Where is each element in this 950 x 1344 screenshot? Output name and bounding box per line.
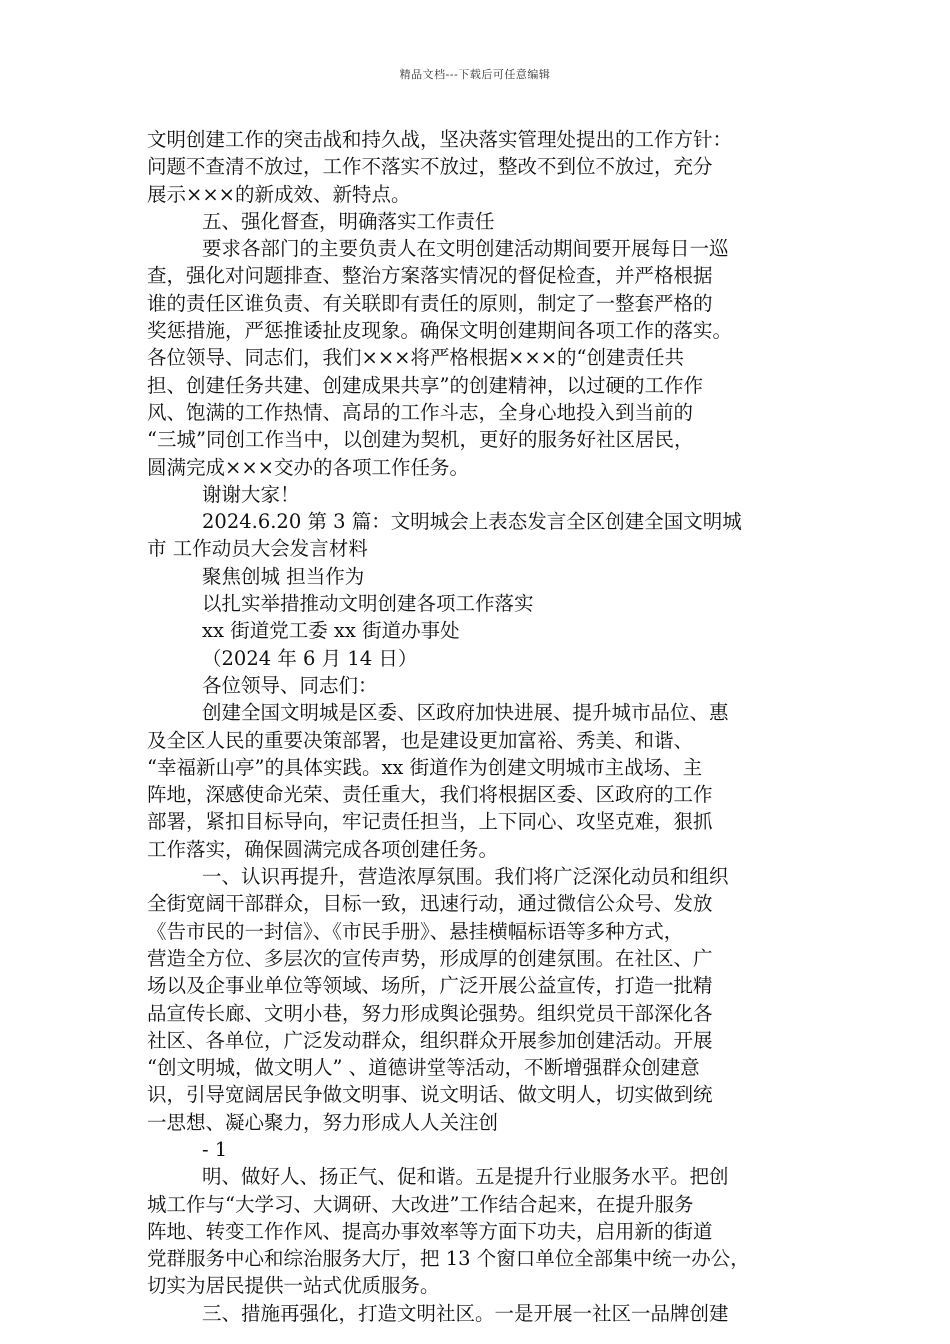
text-line: 要求各部门的主要负责人在文明创建活动期间要开展每日一巡 [202, 237, 729, 261]
text-line: 阵地，深感使命光荣、责任重大，我们将根据区委、区政府的工作 [147, 783, 713, 807]
text-line: 以扎实举措推动文明创建各项工作落实 [202, 592, 534, 616]
text-line: 一思想、凝心聚力，努力形成人人关注创 [147, 1110, 499, 1134]
text-line: 奖惩措施，严惩推诿扯皮现象。确保文明创建期间各项工作的落实。 [147, 319, 733, 343]
text-line: 社区、各单位，广泛发动群众，组织群众开展参加创建活动。开展 [147, 1028, 713, 1052]
text-line: 切实为居民提供一站式优质服务。 [147, 1274, 440, 1298]
text-line: 一、认识再提升，营造浓厚氛围。我们将广泛深化动员和组织 [202, 865, 729, 889]
text-line: 风、饱满的工作热情、高昂的工作斗志，全身心地投入到当前的 [147, 400, 694, 424]
text-line: 品宣传长廊、文明小巷，努力形成舆论强势。组织党员干部深化各 [147, 1001, 713, 1025]
text-line: “三城”同创工作当中，以创建为契机，更好的服务好社区居民， [147, 428, 694, 452]
text-line: 阵地、转变工作作风、提高办事效率等方面下功夫，启用新的街道 [147, 1219, 713, 1243]
text-line: 担、创建任务共建、创建成果共享”的创建精神，以过硬的工作作 [147, 373, 703, 397]
text-line: 五、强化督查，明确落实工作责任 [202, 209, 495, 233]
text-line: 2024.6.20 第 3 篇：文明城会上表态发言全区创建全国文明城 [202, 510, 742, 534]
text-line: - 1 [202, 1137, 228, 1161]
text-line: （2024 年 6 月 14 日） [202, 646, 418, 670]
text-line: 城工作与“大学习、大调研、大改进”工作结合起来，在提升服务 [147, 1192, 694, 1216]
text-line: 谢谢大家！ [202, 482, 300, 506]
page-header: 精品文档---下载后可任意编辑 [399, 68, 551, 81]
text-line: 工作落实，确保圆满完成各项创建任务。 [147, 837, 499, 861]
text-line: 圆满完成×××交办的各项工作任务。 [147, 455, 470, 479]
text-line: 识，引导宽阔居民争做文明事、说文明话、做文明人，切实做到统 [147, 1083, 713, 1107]
text-line: 聚焦创城 担当作为 [202, 564, 365, 588]
document-body [147, 126, 817, 1327]
text-line: 文明创建工作的突击战和持久战，坚决落实管理处提出的工作方针： [147, 128, 733, 151]
text-line: 各位领导、同志们，我们×××将严格根据×××的“创建责任共 [147, 346, 685, 370]
text-line: 及全区人民的重要决策部署，也是建设更加富裕、秀美、和谐、 [147, 728, 694, 752]
text-line: 全街宽阔干部群众，目标一致，迅速行动，通过微信公众号、发放 [147, 892, 713, 916]
text-line: “幸福新山亭”的具体实践。xx 街道作为创建文明城市主战场、主 [147, 755, 703, 779]
text-line: 查，强化对问题排查、整治方案落实情况的督促检查，并严格根据 [147, 264, 713, 288]
text-line: 部署，紧扣目标导向，牢记责任担当，上下同心、攻坚克难，狠抓 [147, 810, 713, 834]
text-line: 各位领导、同志们： [202, 673, 378, 697]
text-line: 场以及企事业单位等领域、场所，广泛开展公益宣传，打造一批精 [147, 974, 713, 998]
text-line: 创建全国文明城是区委、区政府加快进展、提升城市品位、惠 [202, 701, 729, 725]
text-line: 党群服务中心和综治服务大厅，把 13 个窗口单位全部集中统一办公， [147, 1247, 750, 1271]
text-line: “创文明城，做文明人” 、道德讲堂等活动，不断增强群众创建意 [147, 1056, 700, 1080]
text-line: 谁的责任区谁负责、有关联即有责任的原则，制定了一整套严格的 [147, 291, 713, 315]
text-line: 明、做好人、扬正气、促和谐。五是提升行业服务水平。把创 [202, 1165, 729, 1189]
text-line: xx 街道党工委 xx 街道办事处 [202, 619, 460, 643]
text-line: 问题不查清不放过，工作不落实不放过，整改不到位不放过，充分 [147, 155, 713, 179]
text-line: 展示×××的新成效、新特点。 [147, 182, 411, 206]
text-line: 营造全方位、多层次的宣传声势，形成厚的创建氛围。在社区、广 [147, 946, 713, 970]
text-line: 三、措施再强化，打造文明社区。一是开展一社区一品牌创建 [202, 1301, 729, 1325]
text-line: 《告市民的一封信》、《市民手册》、悬挂横幅标语等多种方式， [147, 919, 684, 943]
text-line: 市 工作动员大会发言材料 [147, 537, 368, 561]
